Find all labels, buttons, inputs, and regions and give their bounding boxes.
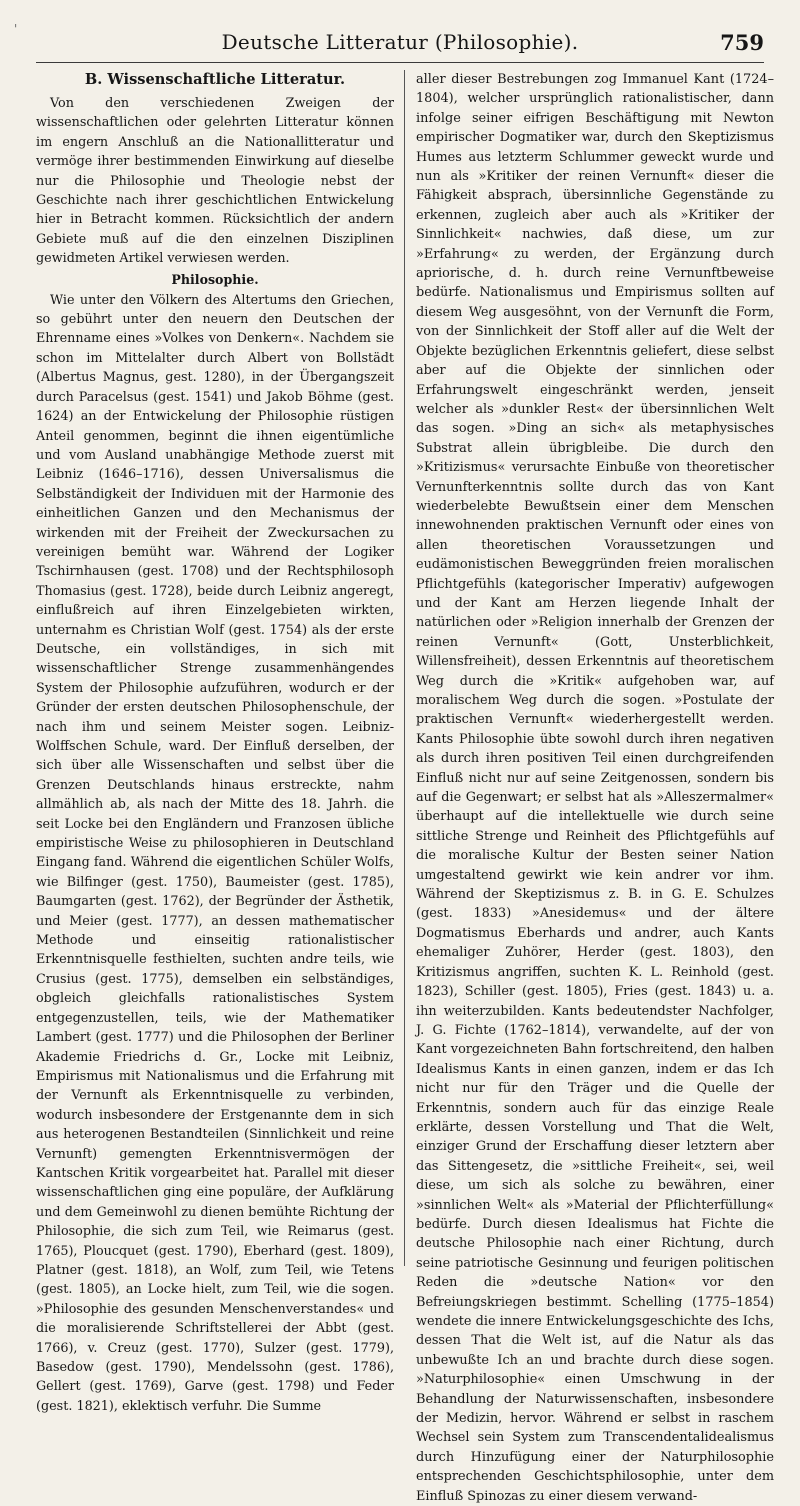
margin-mark: ' — [14, 22, 18, 36]
page-number: 759 — [720, 30, 764, 55]
running-title: Deutsche Litteratur (Philosophie). — [221, 30, 579, 54]
subsection-heading: Philosophie. — [171, 271, 259, 287]
text-columns — [36, 70, 774, 1504]
intro-paragraph: Von den verschiedenen Zweigen der wissenschaftlichen oder gelehrten Litteratur können im engern Anschluß an die Nationallitteratur und vermöge ihrer bestimmenden Einwirkung auf dieselbe nur die Philosophie und Theologie nebst der Geschichte nach ihrer geschichtlichen Entwickelung hier in Betracht kommen. Rücksichtlich der andern Gebiete muß auf die den einzelnen Disziplinen gewidmeten Artikel verwiesen werden. — [36, 96, 394, 267]
left-column — [36, 70, 394, 1416]
philosophy-paragraph-left: Wie unter den Völkern des Altertums den Griechen, so gebührt unter den neuern den Deutschen der Ehrenname eines »Volkes von Denkern«. Nachdem sie schon im Mittelalter durch Albert von Bollstädt (Albertus Magnus, gest. 1280), in der Übergangszeit durch Paracelsus (gest. 1541) und Jakob Böhme (gest. 1624) an der Entwickelung der Philosophie rüstigen Anteil genommen, beginnt die ihnen eigentümliche und vom Ausland unabhängige Methode zuerst mit Leibniz (1646–1716), dessen Universalismus die Selbständigkeit der Individuen mit der Harmonie des einheitlichen Ganzen und den Mechanismus der wirkenden mit der Freiheit der Zweckursachen zu vereinigen bemüht war. Während der Logiker Tschirnhausen (gest. 1708) und der Rechtsphilosoph Thomasius (gest. 1728), beide durch Leibniz angeregt, einflußreich auf ihren Einzelgebieten wirkten, unternahm es Christian Wolf (gest. 1754) als der erste Deutsche, ein vollständiges, in sich mit wissenschaftlicher Strenge zusammenhängendes System der Philosophie aufzuführen, wodurch er der Gründer der ersten deutschen Philosophenschule, der nach ihm und seinem Meister sogen. Leibniz-Wolffschen Schule, ward. Der Einfluß derselben, der sich über alle Wissenschaften und selbst über die Grenzen Deutschlands hinaus erstreckte, nahm allmählich ab, als nach der Mitte des 18. Jahrh. die seit Locke bei den Engländern und Franzosen übliche empiristische Weise zu philosophieren in Deutschland Eingang fand. Während die eigentlichen Schüler Wolfs, wie Bilfinger (gest. 1750), Baumeister (gest. 1785), Baumgarten (gest. 1762), der Begründer der Ästhetik, und Meier (gest. 1777), an dessen mathematischer Methode und einseitig rationalistischer Erkenntnisquelle festhielten, suchten andre teils, wie Crusius (gest. 1775), demselben ein selbständiges, obgleich gleichfalls rationalistisches System entgegenzustellen, teils, wie der Mathematiker Lambert (gest. 1777) und die Philosophen der Berliner Akademie Friedrichs d. Gr., Locke mit Leibniz, Empirismus mit Nationalismus und die Erfahrung mit der Vernunft als Erkenntnisquelle zu verbinden, wodurch insbesondere der Erstgenannte dem in sich aus heterogenen Bestandteilen (Sinnlichkeit und reine Vernunft) gemengten Erkenntnisvermögen der Kantschen Kritik vorgearbeitet hat. Parallel mit dieser wissenschaftlichen ging eine populäre, der Aufklärung und dem Gemeinwohl zu dienen bemühte Richtung der Philosophie, die sich zum Teil, wie Reimarus (gest. 1765), Ploucquet (gest. 1790), Eberhard (gest. 1809), Platner (gest. 1818), an Wolf, zum Teil, wie Tetens (gest. 1805), an Locke hielt, zum Teil, wie die sogen. »Philosophie des gesunden Menschenverstandes« und die moralisierende Schriftstellerei der Abbt (gest. 1766), v. Creuz (gest. 1770), Sulzer (gest. 1779), Basedow (gest. 1790), Mendelssohn (gest. 1786), Gellert (gest. 1769), Garve (gest. 1798) und Feder (gest. 1821), eklektisch verfuhr. Die Summe — [36, 292, 394, 1414]
column-divider — [404, 70, 405, 1266]
right-column — [416, 70, 774, 1506]
section-heading: B. Wissenschaftliche Litteratur. — [84, 71, 346, 88]
philosophy-paragraph-right: aller dieser Bestrebungen zog Immanuel Kant (1724–1804), welcher ursprünglich rationalistischer, dann infolge seiner eifrigen Beschäftigung mit Newton empirischer Dogmatiker war, durch den Skeptizismus Humes aus letzterm Schlummer geweckt wurde und nun als »Kritiker der reinen Vernunft« dieser die Fähigkeit absprach, übersinnliche Gegenstände zu erkennen, zugleich aber auch als »Kritiker der Sinnlichkeit« nachwies, daß diese, um zur »Erfahrung« zu werden, der Ergänzung durch apriorische, d. h. durch reine Vernunftbeweise bedürfe. Nationalismus und Empirismus sollten auf diesem Weg ausgesöhnt, von der Vernunft die Form, von der Sinnlichkeit der Stoff aller auf die Welt der Objekte bezüglichen Erkenntnis geliefert, diese selbst aber auf die Objekte der sinnlichen oder Erfahrungswelt eingeschränkt werden, jenseit welcher als »dunkler Rest« der übersinnlichen Welt das sogen. »Ding an sich« als metaphysisches Substrat allein übrigbleibe. Die durch den »Kritizismus« verursachte Einbuße von theoretischer Vernunfterkenntnis sollte durch das von Kant wiederbelebte Bewußtsein einer dem Menschen innewohnenden praktischen Vernunft oder eines von allen theoretischen Voraussetzungen und eudämonistischen Beweggründen freien moralischen Pflichtgefühls (kategorischer Imperativ) aufgewogen und der Kant am Herzen liegende Inhalt der natürlichen oder »Religion innerhalb der Grenzen der reinen Vernunft« (Gott, Unsterblichkeit, Willensfreiheit), dessen Erkenntnis auf theoretischem Weg durch die »Kritik« aufgehoben war, auf moralischem Weg durch die sogen. »Postulate der praktischen Vernunft« wiederhergestellt werden. Kants Philosophie übte sowohl durch ihren negativen als durch ihren positiven Teil einen durchgreifenden Einfluß nicht nur auf seine Zeitgenossen, sondern bis auf die Gegenwart; er selbst hat als »Alleszermalmer« überhaupt auf die intellektuelle wie durch seine sittliche Strenge und Reinheit des Pflichtgefühls auf die moralische Kultur der Besten seiner Nation umgestaltend gewirkt wie kein andrer vor ihm. Während der Skeptizismus z. B. in G. E. Schulzes (gest. 1833) »Anesidemus« und der ältere Dogmatismus Eberhards und andrer, auch Kants ehemaliger Zuhörer, Herder (gest. 1803), den Kritizismus angriffen, suchten K. L. Reinhold (gest. 1823), Schiller (gest. 1805), Fries (gest. 1843) u. a. ihn weiterzubilden. Kants bedeutendster Nachfolger, J. G. Fichte (1762–1814), verwandelte, auf der von Kant vorgezeichneten Bahn fortschreitend, den halben Idealismus Kants in einen ganzen, indem er das Ich nicht nur für den Träger und die Quelle der Erkenntnis, sondern auch für das einzige Reale erklärte, dessen Vorstellung und That die Welt, einziger Grund der Erschaffung dieser letztern aber das Sittengesetz, die »sittliche Freiheit«, sei, weil diese, um sich als solche zu bewähren, einer »sinnlichen Welt« als »Material der Pflichterfüllung« bedürfe. Durch diesen Idealismus hat Fichte die deutsche Philosophie nach einer Richtung, durch seine patriotische Gesinnung und feurigen politischen Reden die »deutsche Nation« vor den Befreiungskriegen bestimmt. Schelling (1775–1854) wendete die innere Entwickelungsgeschichte des Ichs, dessen That die Welt ist, auf die Natur als das unbewußte Ich an und brachte durch diese sogen. »Naturphilosophie« einen Umschwung in der Behandlung der Naturwissenschaften, insbesondere der Medizin, hervor. Während er selbst in raschem Wechsel sein System zum Transcendentalidealismus durch Hinzufügung einer der Naturphilosophie entsprechenden Geschichtsphilosophie, unter dem Einfluß Spinozas zu einer diesem verwand- — [416, 72, 774, 1504]
running-header — [36, 28, 764, 63]
